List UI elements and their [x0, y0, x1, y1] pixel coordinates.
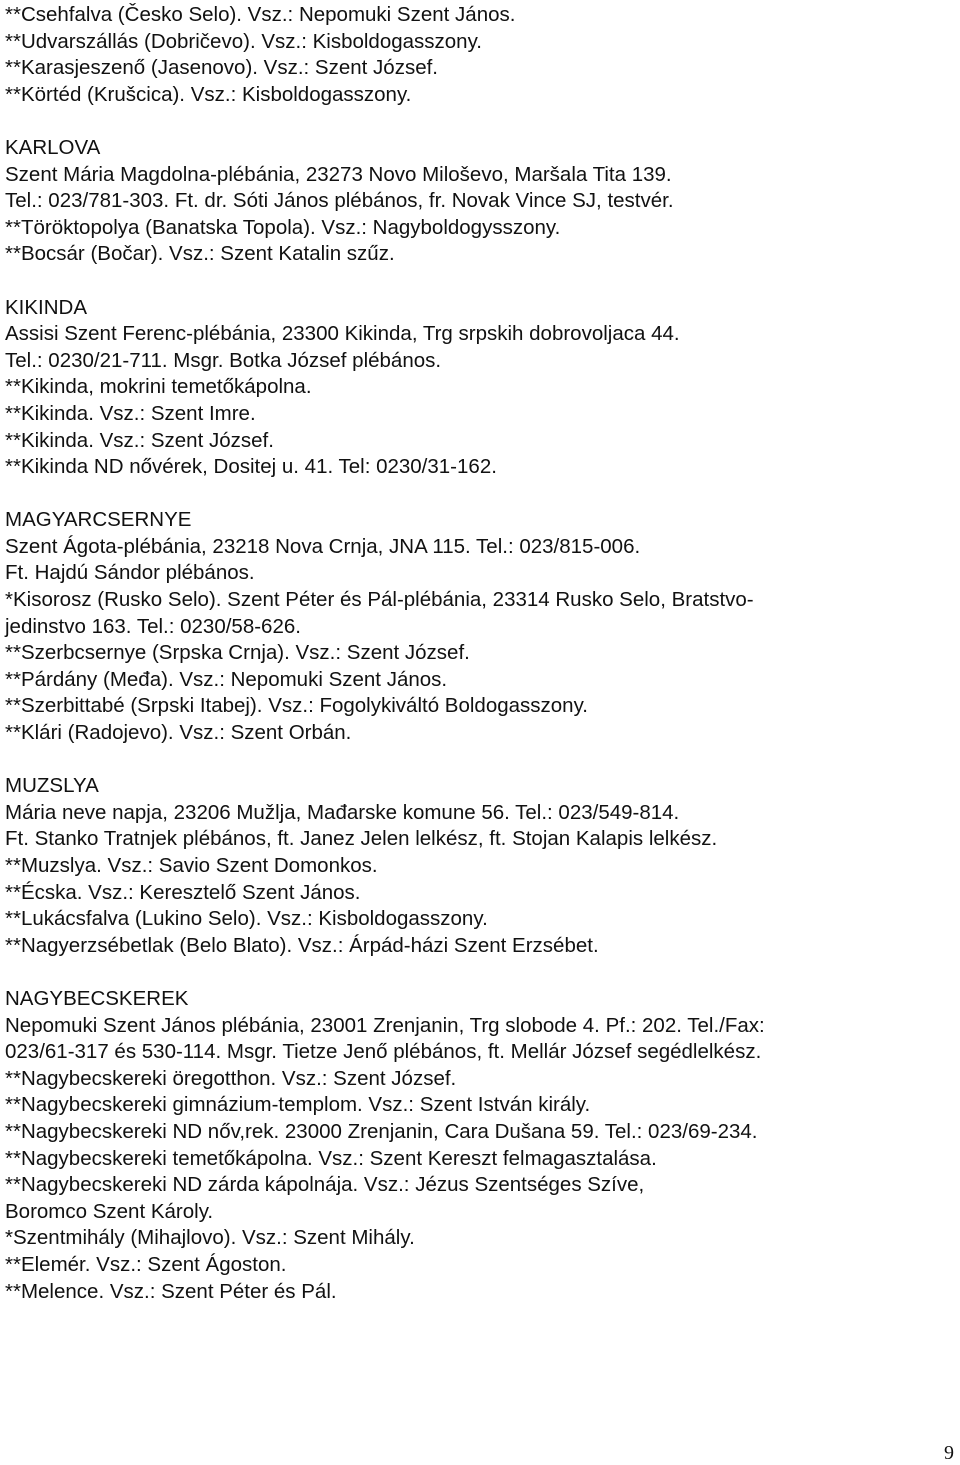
document-page — [5, 2, 905, 1305]
section-heading: MUZSLYA — [5, 774, 99, 798]
text-line: **Párdány (Međa). Vsz.: Nepomuki Szent János. — [5, 667, 448, 691]
text-line: **Töröktopolya (Banatska Topola). Vsz.: Nagyboldogysszony. — [5, 215, 561, 239]
section-muzslya — [5, 773, 905, 959]
intro-block — [5, 2, 905, 108]
text-line: **Lukácsfalva (Lukino Selo). Vsz.: Kisboldogasszony. — [5, 907, 488, 931]
text-line: **Kikinda. Vsz.: Szent Imre. — [5, 401, 256, 425]
text-line: **Elemér. Vsz.: Szent Ágoston. — [5, 1252, 287, 1276]
text-line: **Nagybecskereki ND zárda kápolnája. Vsz.: Jézus Szentséges Szíve, — [5, 1173, 645, 1197]
section-heading: KARLOVA — [5, 135, 101, 159]
text-line: *Kisorosz (Rusko Selo). Szent Péter és Pál-plébánia, 23314 Rusko Selo, Bratstvo- — [5, 588, 754, 612]
text-line: *Szentmihály (Mihajlovo). Vsz.: Szent Mihály. — [5, 1226, 415, 1250]
text-line: **Szerbcsernye (Srpska Crnja). Vsz.: Szent József. — [5, 641, 470, 665]
text-line: 023/61-317 és 530-114. Msgr. Tietze Jenő plébános, ft. Mellár József segédlelkész. — [5, 1040, 762, 1064]
section-heading: KIKINDA — [5, 295, 88, 319]
text-line: **Melence. Vsz.: Szent Péter és Pál. — [5, 1279, 337, 1303]
section-heading: MAGYARCSERNYE — [5, 508, 192, 532]
text-line: **Kikinda ND nővérek, Dositej u. 41. Tel: 0230/31-162. — [5, 455, 497, 479]
text-line: Boromco Szent Károly. — [5, 1199, 214, 1223]
text-line: Szent Mária Magdolna-plébánia, 23273 Novo Miloševo, Maršala Tita 139. — [5, 162, 672, 186]
text-line: **Nagyerzsébetlak (Belo Blato). Vsz.: Árpád-házi Szent Erzsébet. — [5, 933, 599, 957]
section-nagybecskerek — [5, 986, 905, 1305]
text-line: **Körtéd (Krušcica). Vsz.: Kisboldogasszony. — [5, 82, 412, 106]
paragraph-gap — [5, 108, 905, 135]
paragraph-gap — [5, 959, 905, 986]
text-line: Tel.: 023/781-303. Ft. dr. Sóti János plébános, fr. Novak Vince SJ, testvér. — [5, 189, 674, 213]
paragraph-gap — [5, 747, 905, 774]
text-line: **Kikinda, mokrini temetőkápolna. — [5, 375, 312, 399]
section-kikinda — [5, 295, 905, 481]
text-line: Mária neve napja, 23206 Mužlja, Mađarske komune 56. Tel.: 023/549-814. — [5, 800, 680, 824]
text-line: **Klári (Radojevo). Vsz.: Szent Orbán. — [5, 721, 352, 745]
section-heading: NAGYBECSKEREK — [5, 986, 189, 1010]
text-line: Tel.: 0230/21-711. Msgr. Botka József plébános. — [5, 348, 442, 372]
text-line: **Udvarszállás (Dobričevo). Vsz.: Kisboldogasszony. — [5, 29, 483, 53]
text-line: Nepomuki Szent János plébánia, 23001 Zrenjanin, Trg slobode 4. Pf.: 202. Tel./Fax: — [5, 1013, 765, 1037]
text-line: **Écska. Vsz.: Keresztelő Szent János. — [5, 880, 361, 904]
text-line: **Kikinda. Vsz.: Szent József. — [5, 428, 274, 452]
paragraph-gap — [5, 481, 905, 508]
text-line: **Bocsár (Bočar). Vsz.: Szent Katalin szűz. — [5, 242, 395, 266]
page-number: 9 — [944, 1442, 954, 1464]
text-line: Ft. Stanko Tratnjek plébános, ft. Janez Jelen lelkész, ft. Stojan Kalapis lelkész. — [5, 827, 718, 851]
section-magyarcsernye — [5, 507, 905, 746]
text-line: **Csehfalva (Česko Selo). Vsz.: Nepomuki Szent János. — [5, 3, 516, 26]
text-line: Szent Ágota-plébánia, 23218 Nova Crnja, JNA 115. Tel.: 023/815-006. — [5, 534, 641, 558]
paragraph-gap — [5, 268, 905, 295]
text-line: jedinstvo 163. Tel.: 0230/58-626. — [5, 614, 301, 638]
text-line: Ft. Hajdú Sándor plébános. — [5, 561, 255, 585]
text-line: **Szerbittabé (Srpski Itabej). Vsz.: Fogolykiváltó Boldogasszony. — [5, 694, 588, 718]
text-line: **Nagybecskereki ND nőv,rek. 23000 Zrenjanin, Cara Dušana 59. Tel.: 023/69-234. — [5, 1119, 758, 1143]
text-line: **Nagybecskereki temetőkápolna. Vsz.: Szent Kereszt felmagasztalása. — [5, 1146, 657, 1170]
text-line: **Nagybecskereki gimnázium-templom. Vsz.: Szent István király. — [5, 1093, 591, 1117]
text-line: **Nagybecskereki öregotthon. Vsz.: Szent József. — [5, 1066, 457, 1090]
text-line: **Karasjeszenő (Jasenovo). Vsz.: Szent József. — [5, 56, 438, 80]
text-line: **Muzslya. Vsz.: Savio Szent Domonkos. — [5, 854, 378, 877]
section-karlova — [5, 135, 905, 268]
text-line: Assisi Szent Ferenc-plébánia, 23300 Kikinda, Trg srpskih dobrovoljaca 44. — [5, 322, 680, 346]
